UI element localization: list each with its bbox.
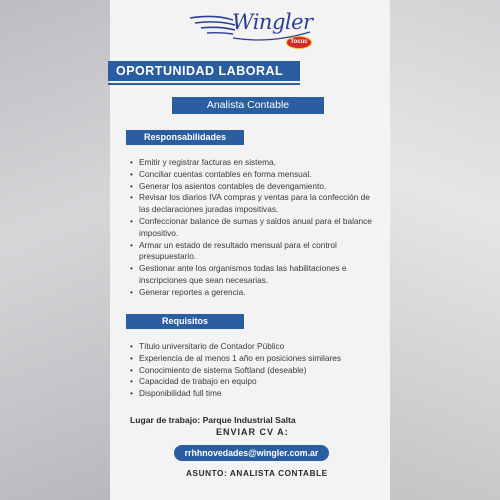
list-item: • Título universitario de Contador Público xyxy=(130,341,375,353)
responsibilities-list xyxy=(130,157,375,299)
brand-logo-text: Wingler xyxy=(232,10,313,34)
responsibilities-label: Responsabilidades xyxy=(126,130,244,145)
background-right xyxy=(390,0,500,500)
list-item: • Generar los asientos contables de devengamiento. xyxy=(130,181,375,193)
brand-badge: Tocuc xyxy=(286,36,312,49)
send-cv-text: ENVIAR CV A: xyxy=(216,427,289,437)
subject-text: ASUNTO: ANALISTA CONTABLE xyxy=(186,469,328,478)
list-item: • Revisar los diarios IVA compras y ventas para la confección de las declaraciones juradas impositivas. xyxy=(130,192,375,216)
background-left xyxy=(0,0,110,500)
opportunity-banner: OPORTUNIDAD LABORAL xyxy=(108,61,300,81)
position-title: Analista Contable xyxy=(172,97,324,114)
banner-divider xyxy=(108,83,300,85)
list-item: • Armar un estado de resultado mensual para el control presupuestario. xyxy=(130,240,375,264)
list-item: • Experiencia de al menos 1 año en posiciones similares xyxy=(130,353,375,365)
list-item: • Conocimiento de sistema Softland (deseable) xyxy=(130,365,375,377)
list-item: • Disponibilidad full time xyxy=(130,388,375,400)
requirements-label: Requisitos xyxy=(126,314,244,329)
workplace-text: Lugar de trabajo: Parque Industrial Salta xyxy=(130,415,296,425)
list-item: • Confeccionar balance de sumas y saldos anual para el balance impositivo. xyxy=(130,216,375,240)
requirements-list xyxy=(130,341,375,400)
list-item: • Gestionar ante los organismos todas las habilitaciones e inscripciones que sean necesarias. xyxy=(130,263,375,287)
email-link[interactable]: rrhhnovedades@wingler.com.ar xyxy=(174,445,329,461)
list-item: • Conciliar cuentas contables en forma mensual. xyxy=(130,169,375,181)
list-item: • Emitir y registrar facturas en sistema. xyxy=(130,157,375,169)
list-item: • Capacidad de trabajo en equipo xyxy=(130,376,375,388)
list-item: • Generar reportes a gerencia. xyxy=(130,287,375,299)
